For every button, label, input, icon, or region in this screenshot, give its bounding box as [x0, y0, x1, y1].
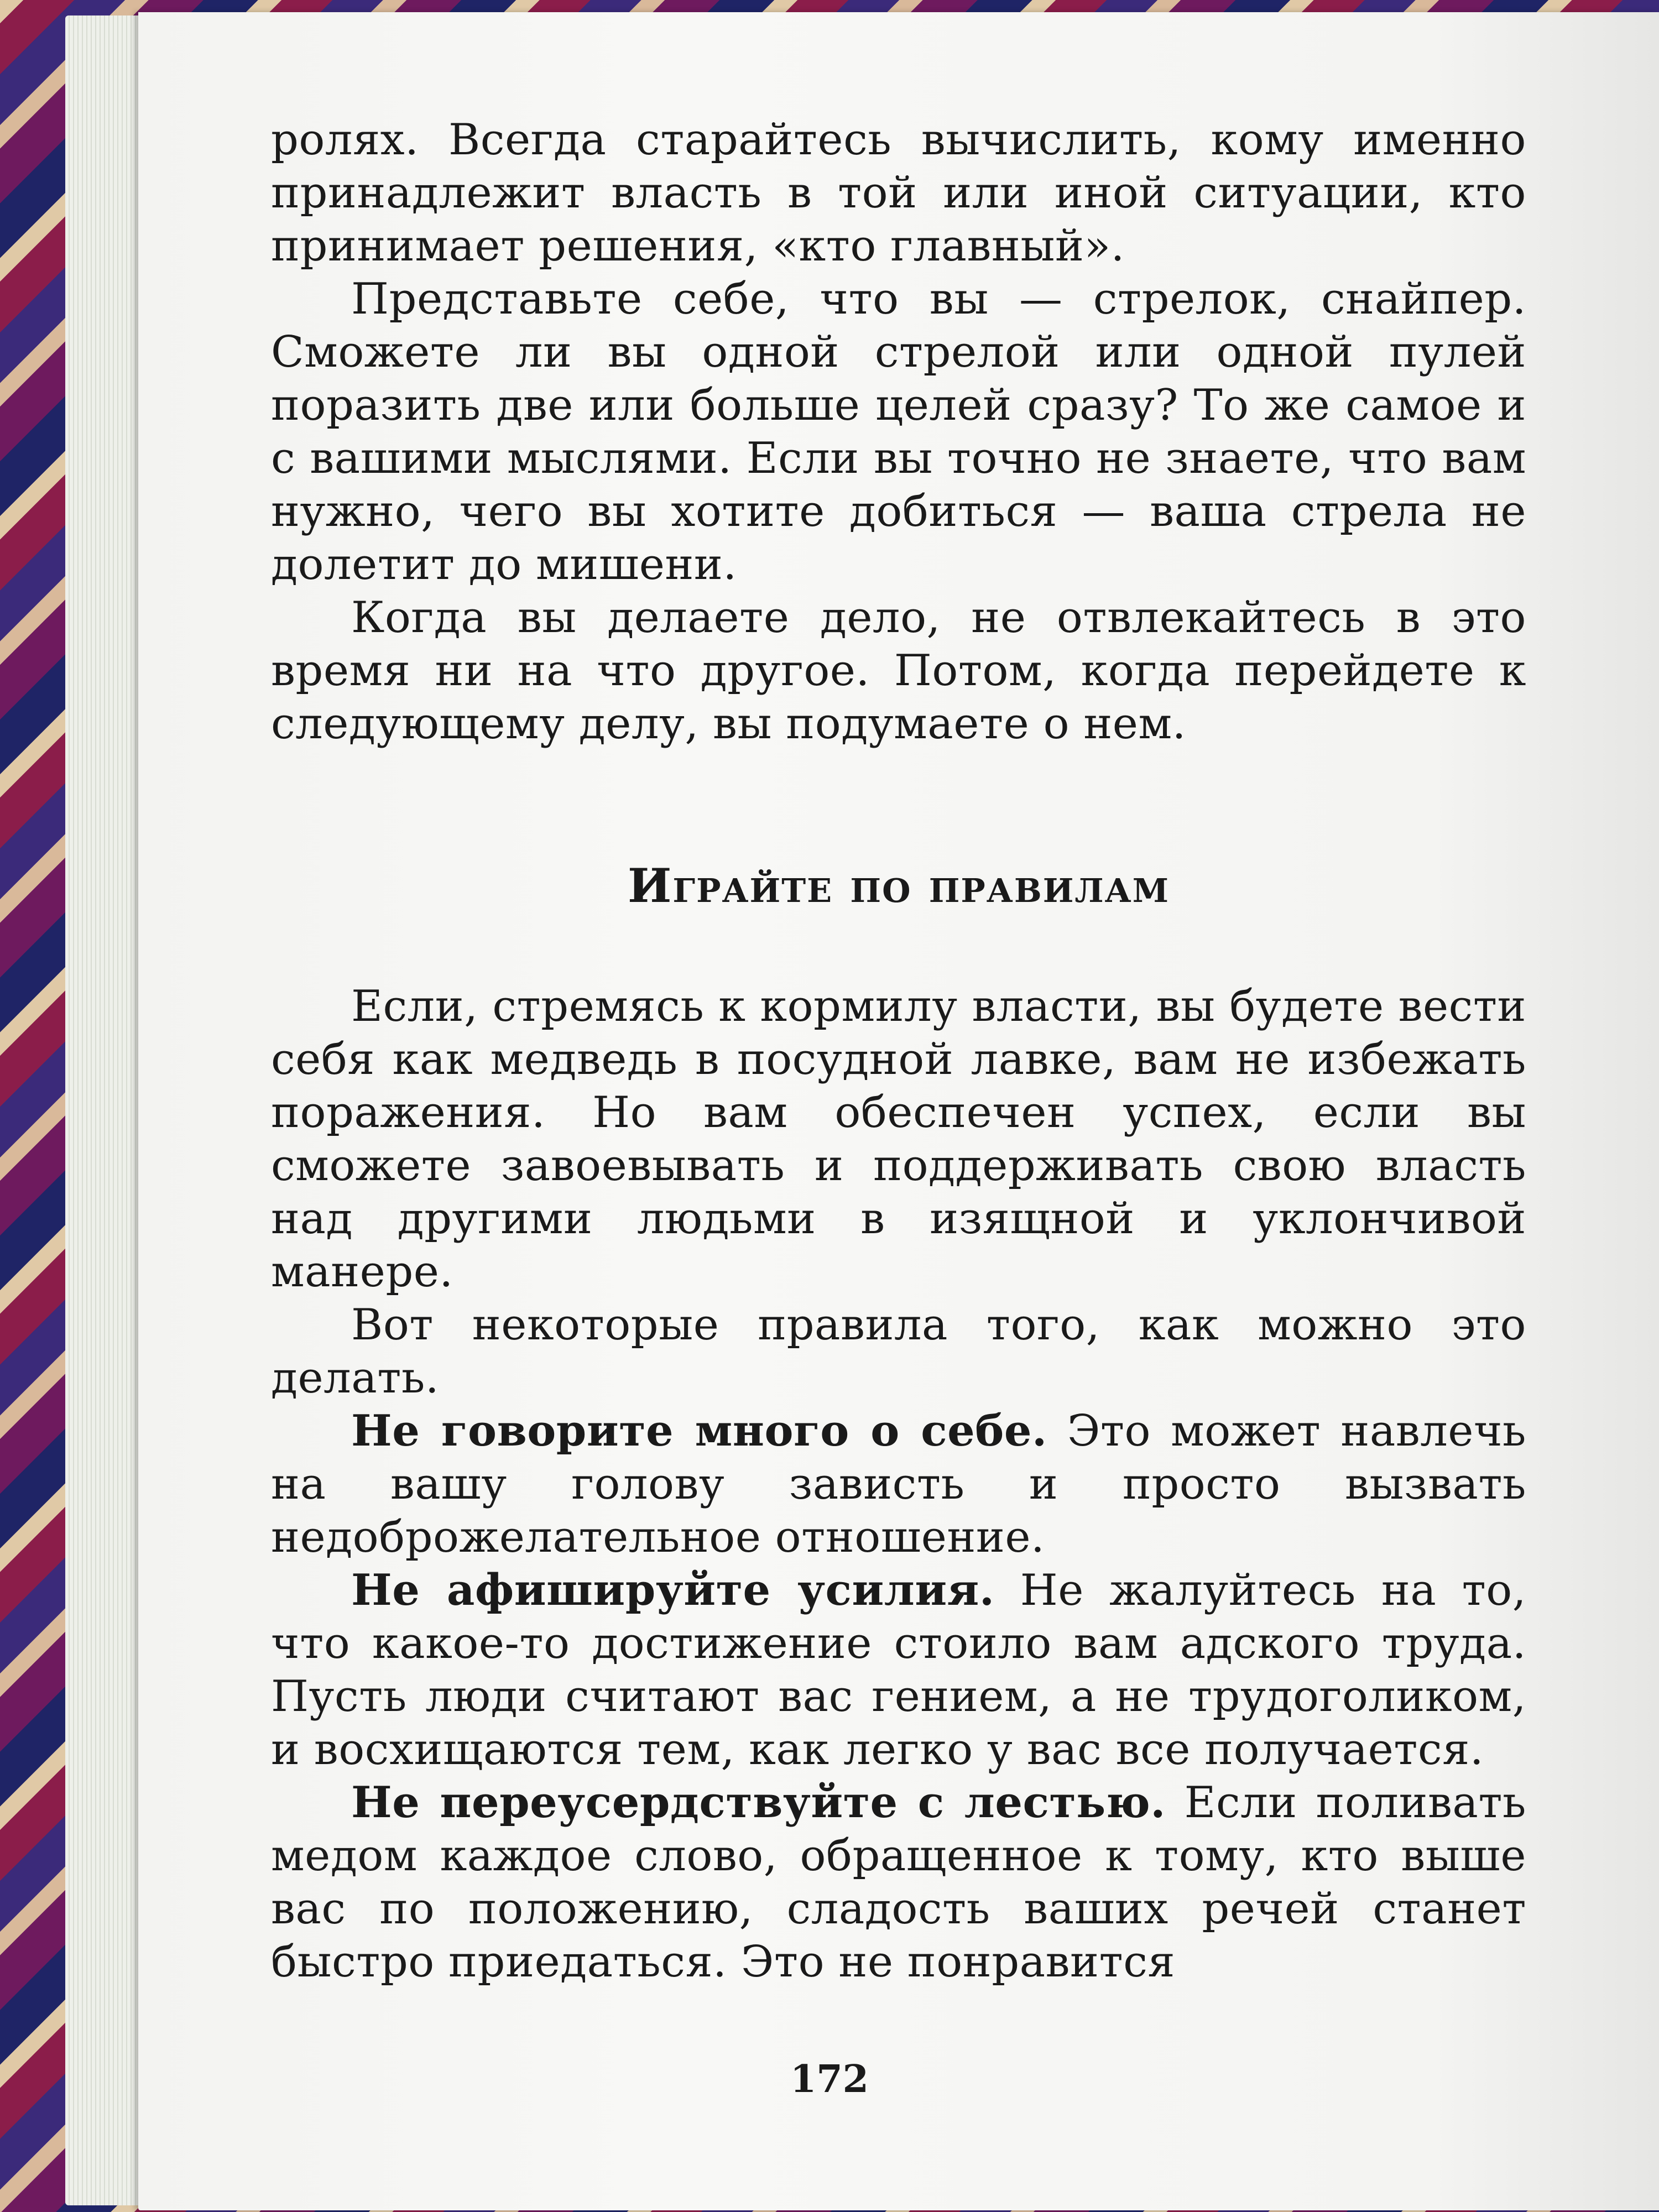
page-text [271, 113, 1526, 1989]
page-stack-edges [65, 15, 143, 2205]
rule-paragraph [271, 1776, 1526, 1989]
paragraph-focus: Когда вы делаете дело, не отвлекайтесь в это время ни на что другое. Потом, когда перейдете к следующему делу, вы подумаете о нем. [271, 593, 1526, 749]
section-spacer [271, 750, 1526, 855]
rule-lead: Не говорите много о себе. [351, 1406, 1047, 1456]
paragraph-sniper: Представьте себе, что вы — стрелок, снайпер. Сможете ли вы одной стрелой или одной пулей поразить две или больше целей сразу? То же самое и с вашими мыслями. Если вы точно не знаете, что вам нужно, чего вы хотите добиться — ваша стрела не долетит до мишени. [271, 274, 1526, 589]
paragraph-continued: ролях. Всегда старайтесь вычислить, кому именно принадлежит власть в той или иной ситуации, кто принимает решения, «кто главный». [271, 115, 1526, 271]
rule-paragraph [271, 1564, 1526, 1776]
section-heading: Играйте по правилам [627, 858, 1170, 913]
rule-text: Это может навлечь на вашу голову зависть и просто вызвать недоброжелательное отношение. [271, 1406, 1526, 1562]
rule-lead: Не переусердствуйте с лестью. [351, 1777, 1166, 1828]
rule-lead: Не афишируйте усилия. [351, 1565, 995, 1615]
page-number: 172 [790, 2057, 869, 2101]
rule-text: Если поливать медом каждое слово, обращенное к тому, кто выше вас по положению, сладость ваших речей станет быстро приедаться. Это не понравится [271, 1778, 1526, 1987]
heading-spacer [271, 916, 1526, 980]
rule-paragraph [271, 1405, 1526, 1564]
paragraph-rules-intro: Вот некоторые правила того, как можно это делать. [271, 1300, 1526, 1403]
rule-text: Не жалуйтесь на то, что какое-то достижение стоило вам адского труда. Пусть люди считают вас гением, а не трудоголиком, и восхищаются тем, как легко у вас все получается. [271, 1566, 1527, 1775]
paragraph-bear: Если, стремясь к кормилу власти, вы будете вести себя как медведь в посудной лавке, вам не избежать поражения. Но вам обеспечен успех, если вы сможете завоевывать и поддерживать свою власть над другими людьми в изящной и уклончивой манере. [271, 982, 1526, 1297]
